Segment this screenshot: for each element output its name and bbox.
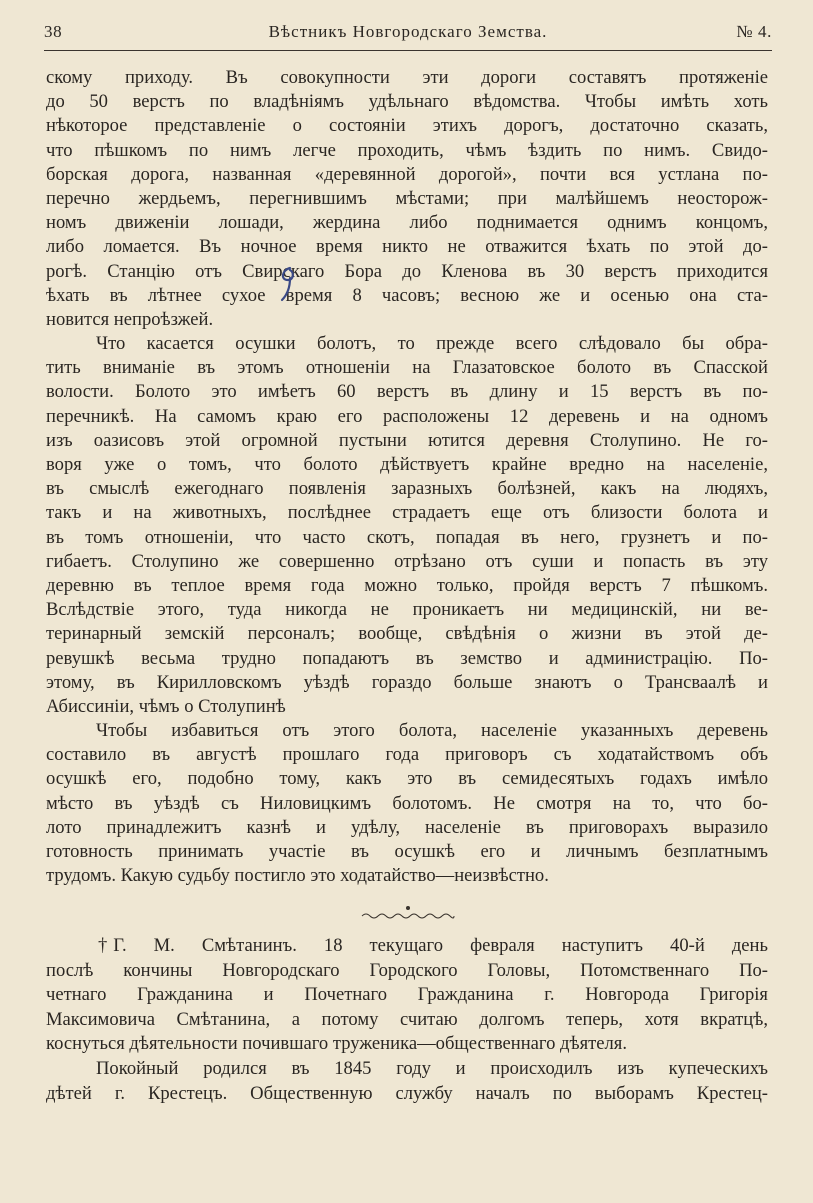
text-line: готовность принимать участіе въ осушкѣ его и личнымъ безплатнымъ xyxy=(46,841,768,862)
handwritten-mark xyxy=(276,264,300,304)
text-line: изъ оазисовъ этой огромной пустыни ютится деревня Столупино. Не го- xyxy=(46,429,768,451)
obituary-line: четнаго Гражданина и Почетнаго Гражданина г. Новгорода Григорія xyxy=(46,984,768,1006)
text-line: нѣкоторое представленіе о состояніи этихъ дорогъ, достаточно сказать, xyxy=(46,115,768,137)
text-line: въ томъ отношеніи, что часто скотъ, попадая въ него, грузнетъ и по- xyxy=(46,526,768,548)
obituary-line: коснуться дѣятельности почившаго труженика—общественнаго дѣятеля. xyxy=(46,1033,627,1055)
text-line: ѣхать въ лѣтнее сухое время 8 часовъ; весною же и осенью она ста- xyxy=(46,284,768,306)
text-line: трудомъ. Какую судьбу постигло это ходатайство—неизвѣстно. xyxy=(46,865,549,887)
obituary-line xyxy=(46,934,768,959)
obituary-line: Максимовича Смѣтанина, а потому считаю долгомъ теперь, хотя вкратцѣ, xyxy=(46,1008,768,1030)
text-line: лото принадлежитъ казнѣ и удѣлу, населеніе въ приговорахъ выразило xyxy=(46,816,768,838)
text-line: такъ и на животныхъ, послѣднее страдаетъ еще отъ близости болота и xyxy=(46,502,768,524)
running-header xyxy=(44,22,772,48)
obituary-heading-line: Г. М. Смѣтанинъ. 18 текущаго февраля наступитъ 40-й день xyxy=(113,935,768,956)
text-line: номъ движеніи лошади, жердина либо поднимается однимъ концомъ, xyxy=(46,212,768,234)
text-line: до 50 верстъ по владѣніямъ удѣльнаго вѣдомства. Чтобы имѣть хоть xyxy=(46,91,768,113)
text-line: тить вниманіе въ этомъ отношеніи на Глазатовское болото въ Спасской xyxy=(46,357,768,379)
issue-number: № 4. xyxy=(736,22,772,41)
text-line: Что касается осушки болотъ, то прежде всего слѣдовало бы обра- xyxy=(96,333,768,355)
text-line: мѣсто въ уѣздѣ съ Ниловицкимъ болотомъ. Не смотря на то, что бо- xyxy=(46,792,768,814)
article-body xyxy=(46,66,768,888)
text-line: въ смыслѣ ежегоднаго появленія заразныхъ болѣзней, какъ на людяхъ, xyxy=(46,478,768,500)
text-line: либо ломается. Въ ночное время никто не отважится ѣхать по этой до- xyxy=(46,236,768,258)
text-line: Чтобы избавиться отъ этого болота, населеніе указанныхъ деревень xyxy=(96,720,768,742)
cross-icon: † xyxy=(98,935,108,956)
text-line: борская дорога, названная «деревянной дорогой», почти вся устлана по- xyxy=(46,163,768,185)
text-line: деревню въ теплое время года можно только, пройдя верстъ 7 пѣшкомъ. xyxy=(46,574,768,596)
obituary-line: Покойный родился въ 1845 году и происходилъ изъ купеческихъ xyxy=(96,1057,768,1079)
text-line: воря уже о томъ, что болото дѣйствуетъ крайне вредно на населеніе, xyxy=(46,454,768,475)
journal-title: Вѣстникъ Новгородскаго Земства. xyxy=(268,22,548,41)
text-line: перечникѣ. На самомъ краю его расположены 12 деревень и на одномъ xyxy=(46,405,768,427)
text-line: скому приходу. Въ совокупности эти дороги составятъ протяженіе xyxy=(46,67,768,88)
text-line: новится непроѣзжей. xyxy=(46,308,214,330)
text-line: волости. Болото это имѣетъ 60 верстъ въ длину и 15 верстъ въ по- xyxy=(46,381,768,403)
section-ornament xyxy=(360,906,456,920)
text-line: ревушкѣ весьма трудно попадаютъ въ земство и администрацію. По- xyxy=(46,647,768,669)
text-line: теринарный земскій персоналъ; вообще, свѣдѣнія о жизни въ этой де- xyxy=(46,623,768,645)
obituary xyxy=(46,934,768,1106)
text-line: этому, въ Кирилловскомъ уѣздѣ гораздо больше знаютъ о Трансваалѣ и xyxy=(46,671,768,693)
text-line: Абиссиніи, чѣмъ о Столупинѣ xyxy=(46,695,286,717)
obituary-line: дѣтей г. Крестецъ. Общественную службу началъ по выборамъ Крестец- xyxy=(46,1082,768,1104)
page-number: 38 xyxy=(44,22,63,41)
text-line: перечно жердьемъ, перегнившимъ мѣстами; при малѣйшемъ неосторож- xyxy=(46,187,768,209)
text-line: Вслѣдствіе этого, туда никогда не проникаетъ ни медицинскій, ни ве- xyxy=(46,599,768,621)
text-line: что пѣшкомъ по нимъ легче проходить, чѣмъ ѣздить по нимъ. Свидо- xyxy=(46,139,768,161)
text-line: осушкѣ его, подобно тому, какъ это въ семидесятыхъ годахъ имѣло xyxy=(46,768,768,790)
text-line: гибаетъ. Столупино же совершенно отрѣзано отъ суши и попасть въ эту xyxy=(46,550,768,572)
text-line: рогѣ. Станцію отъ Свирскаго Бора до Кленова въ 30 верстъ приходится xyxy=(46,260,768,282)
obituary-line: послѣ кончины Новгородскаго Городского Головы, Потомственнаго По- xyxy=(46,959,768,981)
header-rule xyxy=(44,50,772,51)
text-line: составило въ августѣ прошлаго года приговоръ съ ходатайствомъ объ xyxy=(46,744,768,766)
